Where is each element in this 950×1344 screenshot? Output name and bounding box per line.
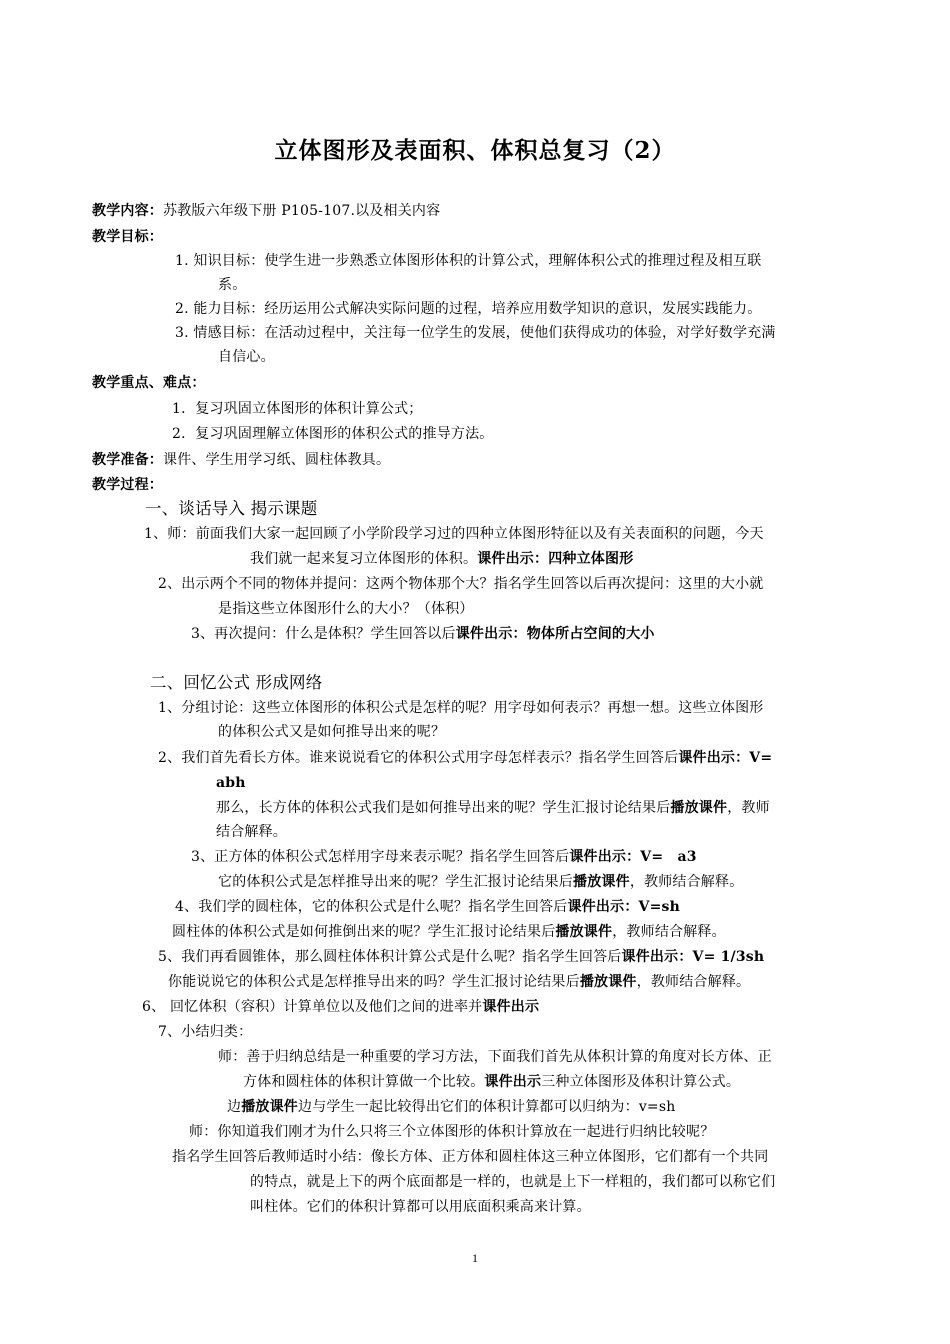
sec1-p2-line2: 是指这些立体图形什么的大小？（体积） (218, 601, 474, 617)
sec2-s4b-text: 圆柱体的体积公式是如何推倒出来的呢？学生汇报讨论结果后 (172, 924, 556, 940)
sec2-s3b-bold: 播放课件 (573, 874, 630, 890)
summary-3-end: 边与学生一起比较得出它们的体积计算都可以归纳为：v=sh (298, 1099, 676, 1115)
keypoint-item-1: 1．复习巩固立体图形的体积计算公式； (172, 401, 423, 417)
sec2-s4b-bold: 播放课件 (555, 924, 613, 940)
sec2-s2-line4: 结合解释。 (216, 824, 287, 840)
goal-item-3: 3. 情感目标：在活动过程中，关注每一位学生的发展，使他们获得成功的体验，对学好数学充满 (175, 325, 776, 341)
summary-line-5: 指名学生回答后教师适时小结：像长方体、正方体和圆柱体这三种立体图形，它们都有一个共同 (172, 1149, 769, 1165)
sec2-s5-text: 5、我们再看圆锥体，那么圆柱体体积计算公式是什么呢？指名学生回答后 (158, 949, 622, 965)
sec1-p3 (191, 624, 655, 644)
sec2-s3-bold: 课件出示：V= a3 (569, 849, 697, 865)
section-2-heading: 二、回忆公式 形成网络 (150, 673, 323, 692)
summary-3-bold: 播放课件 (241, 1099, 299, 1115)
sec2-s5b-text: 你能说说它的体积公式是怎样推导出来的吗？学生汇报讨论结果后 (168, 974, 580, 990)
sec2-s1-line1: 1、分组讨论：这些立体图形的体积公式是怎样的呢？用字母如何表示？再想一想。这些立体图形 (158, 700, 764, 716)
summary-line-4: 师：你知道我们刚才为什么只将三个立体图形的体积计算放在一起进行归纳比较呢？ (189, 1124, 715, 1140)
keypoint-item-2: 2．复习巩固理解立体图形的体积公式的推导方法。 (172, 426, 494, 442)
sec1-p1-bold: 课件出示：四种立体图形 (477, 551, 634, 567)
sec2-s2c-text: 那么，长方体的体积公式我们是如何推导出来的呢？学生汇报讨论结果后 (216, 800, 671, 816)
document-title: 立体图形及表面积、体积总复习（2） (274, 137, 676, 164)
sec2-s5-line2 (168, 972, 750, 992)
sec2-s2-line1 (158, 748, 772, 768)
sec2-s1-line2: 的体积公式又是如何推导出来的呢？ (218, 724, 446, 740)
sec2-s3b-text: 它的体积公式是怎样推导出来的呢？学生汇报讨论结果后 (218, 874, 573, 890)
sec1-p2-line1: 2、出示两个不同的物体并提问：这两个物体那个大？指名学生回答以后再次提问：这里的大小就 (158, 576, 764, 592)
sec1-p1-text: 我们就一起来复习立体图形的体积。 (250, 551, 478, 567)
summary-2-text: 方体和圆柱体的体积计算做一个比较。 (243, 1074, 485, 1090)
sec2-s5b-bold: 播放课件 (579, 974, 637, 990)
sec2-s2-text: 2、我们首先看长方体。谁来说说看它的体积公式用字母怎样表示？指名学生回答后 (158, 750, 679, 766)
sec2-s4-text: 4、我们学的圆柱体，它的体积公式是什么呢？指名学生回答后 (175, 899, 568, 915)
summary-line-6: 的特点，就是上下的两个底面都是一样的，也就是上下一样粗的，我们都可以称它们 (250, 1174, 776, 1190)
sec2-s6 (142, 997, 539, 1017)
goal-item-1: 1. 知识目标：使学生进一步熟悉立体图形体积的计算公式，理解体积公式的推理过程及相互联 (175, 253, 762, 269)
prep-text: 课件、学生用学习纸、圆柱体教具。 (163, 452, 391, 468)
sec1-p3-text: 3、再次提问：什么是体积？学生回答以后 (191, 626, 456, 642)
summary-line-2 (243, 1072, 740, 1092)
summary-line-3 (227, 1097, 675, 1117)
sec2-s4-line2 (172, 922, 726, 942)
sec2-s4-bold: 课件出示：V=sh (567, 899, 680, 915)
summary-line-1: 师：善于归纳总结是一种重要的学习方法，下面我们首先从体积计算的角度对长方体、正 (218, 1049, 772, 1065)
summary-3-pre: 边 (227, 1099, 242, 1115)
sec2-s5b-end: ，教师结合解释。 (636, 974, 751, 990)
sec2-s7: 7、小结归类： (158, 1024, 253, 1040)
goal-item-2: 2. 能力目标：经历运用公式解决实际问题的过程，培养应用数学知识的意识，发展实践能力。 (175, 301, 762, 317)
sec2-s2-formula: abh (216, 775, 246, 791)
section-1-heading: 一、谈话导入 揭示课题 (145, 499, 318, 518)
sec2-s2-line3 (216, 798, 770, 818)
content-label: 教学内容： (92, 203, 163, 219)
sec2-s3-text: 3、正方体的体积公式怎样用字母来表示呢？指名学生回答后 (191, 849, 570, 865)
sec1-p3-bold: 课件出示：物体所占空间的大小 (455, 626, 655, 642)
prep-line (92, 450, 390, 470)
content-text: 苏教版六年级下册 P105-107.以及相关内容 (163, 203, 441, 219)
sec2-s3-line1 (191, 847, 697, 867)
content-line (92, 201, 440, 221)
summary-2-end: 三种立体图形及体积计算公式。 (541, 1074, 741, 1090)
sec1-p1-line1: 1、师：前面我们大家一起回顾了小学阶段学习过的四种立体图形特征以及有关表面积的问题，今天 (144, 526, 764, 542)
sec2-s3b-end: ，教师结合解释。 (629, 874, 744, 890)
sec2-s5-line1 (158, 947, 764, 967)
summary-line-7: 叫柱体。它们的体积计算都可以用底面积乘高来计算。 (250, 1199, 591, 1215)
sec2-s6-bold: 课件出示 (482, 999, 540, 1015)
sec2-s3-line2 (218, 872, 743, 892)
goal-item-1-cont: 系。 (218, 277, 247, 293)
sec2-s2-bold: 课件出示：V= (678, 750, 773, 766)
summary-2-bold: 课件出示 (484, 1074, 542, 1090)
sec2-s6-text: 6、 回忆体积（容积）计算单位以及他们之间的进率并 (142, 999, 483, 1015)
sec2-s4b-end: ，教师结合解释。 (612, 924, 726, 940)
sec2-s5-bold: 课件出示：V= 1/3sh (621, 949, 765, 965)
sec2-s4-line1 (175, 897, 680, 917)
prep-label: 教学准备： (92, 452, 163, 468)
sec1-p1-line2 (250, 549, 633, 569)
keypoints-label: 教学重点、难点： (92, 375, 206, 391)
page-number: 1 (472, 1251, 478, 1265)
sec2-s2c-bold: 播放课件 (670, 800, 728, 816)
process-label: 教学过程： (92, 477, 163, 493)
sec2-s2c-end: ，教师 (727, 800, 770, 816)
goals-label: 教学目标： (92, 229, 163, 245)
goal-item-3-cont: 自信心。 (218, 349, 275, 365)
